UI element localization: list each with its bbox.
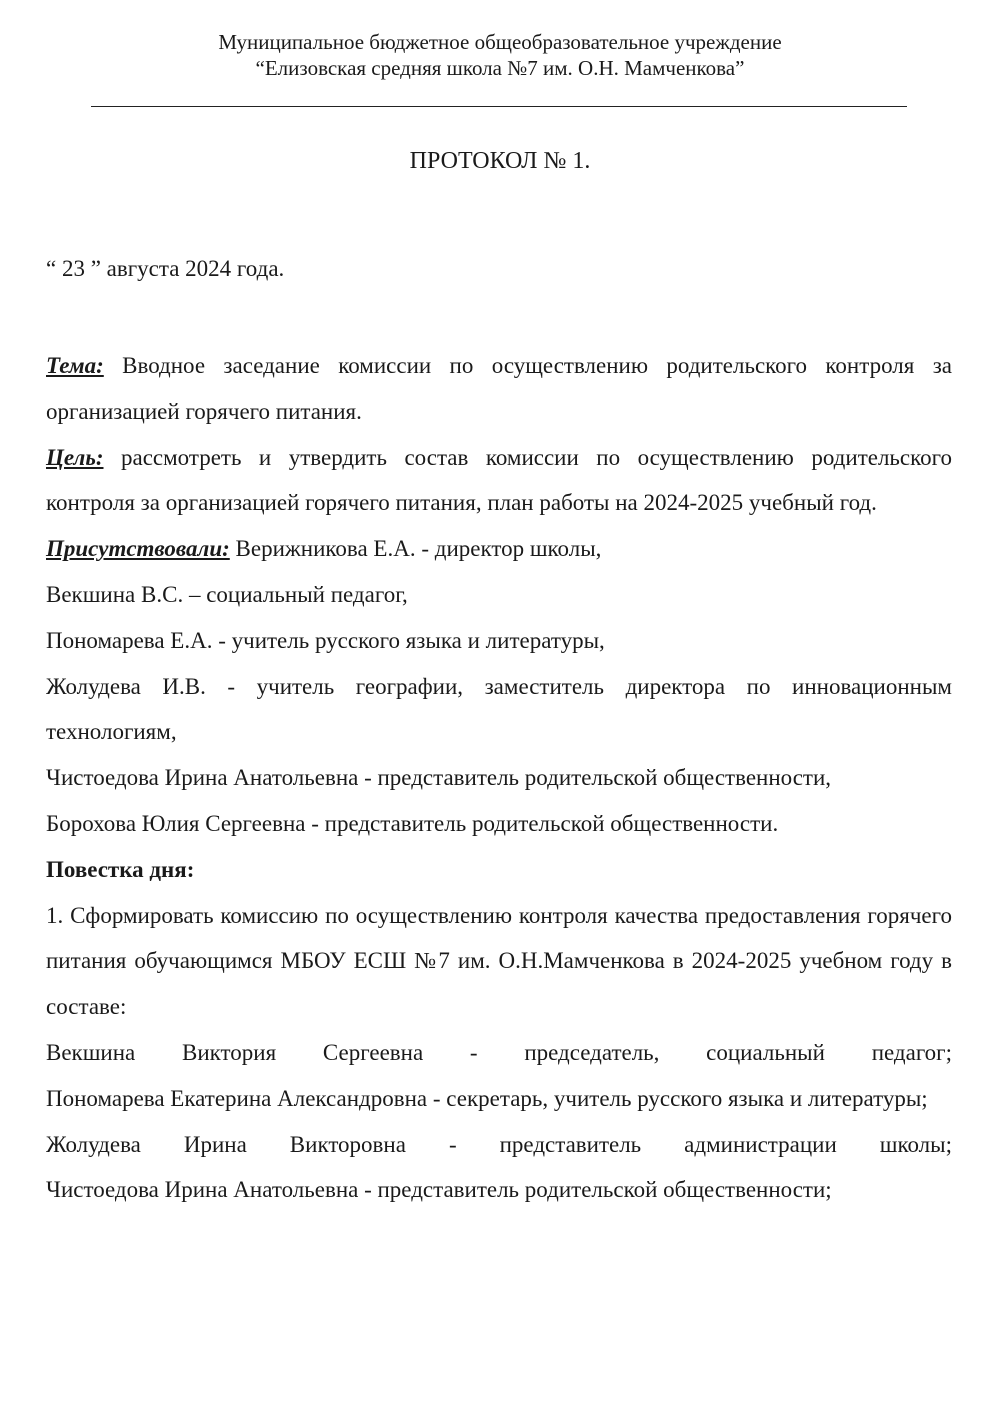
protocol-title: ПРОТОКОЛ № 1.	[409, 148, 591, 174]
topic-paragraph	[46, 343, 952, 435]
attendee-director: Верижникова Е.А. - директор школы,	[229, 536, 602, 562]
attendee-item: Пономарева Е.А. - учитель русского языка и литературы,	[46, 627, 605, 653]
attendee-item: Жолудева И.В. - учитель географии, заместитель директора по инновационным технологиям,	[46, 673, 952, 745]
attendees-label: Присутствовали:	[46, 536, 230, 562]
header-divider	[91, 106, 907, 107]
attendee-item: Чистоедова Ирина Анатольевна - представитель родительской общественности,	[46, 765, 832, 791]
topic-label: Тема:	[46, 353, 104, 378]
goal-label: Цель:	[46, 444, 104, 470]
topic-text: Вводное заседание комиссии по осуществлению родительского контроля за организацией горячего питания.	[46, 353, 952, 424]
attendees-paragraph	[46, 526, 952, 572]
commission-member: Чистоедова Ирина Анатольевна - представитель родительской общественности;	[46, 1177, 832, 1203]
attendee-item: Векшина В.С. – социальный педагог,	[46, 581, 408, 607]
agenda-heading: Повестка дня:	[46, 856, 195, 882]
agenda-item-1: 1. Сформировать комиссию по осуществлению контроля качества предоставления горячего питания обучающимся МБОУ ЕСШ №7 им. О.Н.Мамченкова в 2024-2025 учебном году в составе:	[46, 902, 952, 1020]
protocol-body	[46, 343, 952, 1213]
org-name-line-1: Муниципальное бюджетное общеобразовательное учреждение	[218, 30, 782, 54]
commission-member: Векшина Виктория Сергеевна - председатель, социальный педагог;	[46, 1039, 952, 1065]
commission-member: Пономарева Екатерина Александровна - секретарь, учитель русского языка и литературы;	[46, 1085, 928, 1111]
commission-member: Жолудева Ирина Викторовна - представитель администрации школы;	[46, 1131, 952, 1157]
goal-paragraph	[46, 435, 952, 527]
org-name-line-2: “Елизовская средняя школа №7 им. О.Н. Мамченкова”	[255, 56, 745, 80]
goal-text: рассмотреть и утвердить состав комиссии по осуществлению родительского контроля за организацией горячего питания, план работы на 2024-2025 учебный год.	[46, 444, 952, 516]
protocol-date: “ 23 ” августа 2024 года.	[46, 256, 285, 281]
attendee-item: Борохова Юлия Сергеевна - представитель родительской общественности.	[46, 810, 779, 836]
